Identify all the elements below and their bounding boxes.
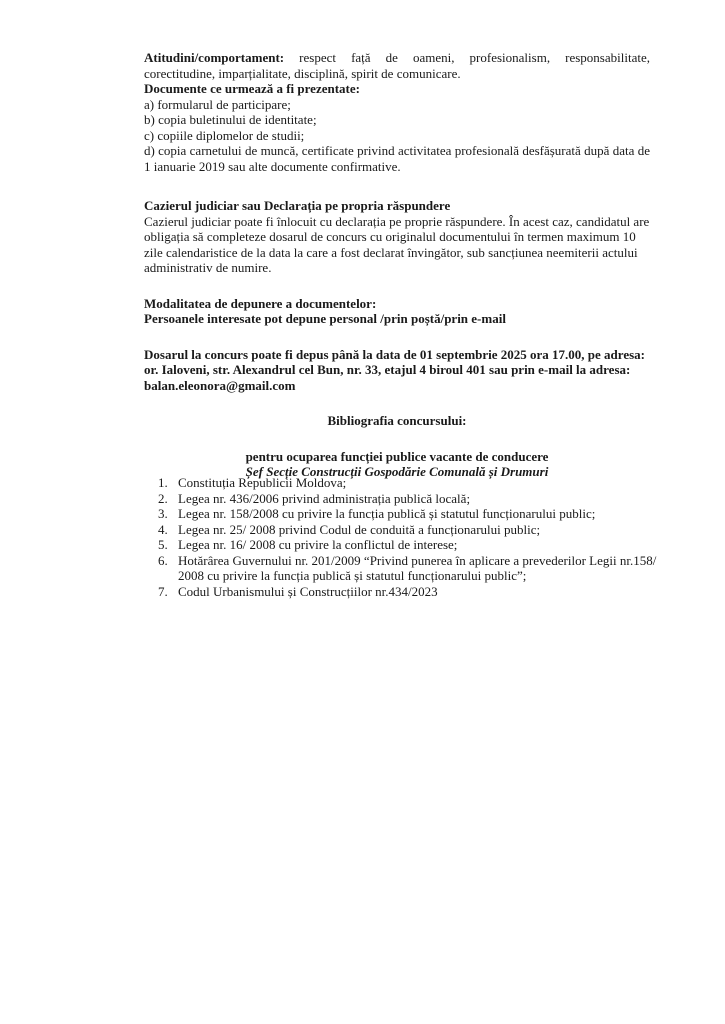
list-item: 5. Legea nr. 16/ 2008 cu privire la conflictul de interese; [158, 537, 458, 552]
document-item-c: c) copiile diplomelor de studii; [144, 127, 305, 143]
bibliography-list [158, 475, 658, 599]
attitudes-label: Atitudini/comportament: [144, 50, 285, 65]
document-item-a: a) formularul de participare; [144, 96, 291, 112]
attitudes-paragraph [144, 50, 650, 81]
list-item: 2. Legea nr. 436/2006 privind administrația publică locală; [158, 490, 471, 506]
attitudes-text: respect față de oameni, profesionalism, responsabilitate, corectitudine, imparțialitate, disciplină, spirit de comunicare. [144, 50, 650, 81]
submission-text: Persoanele interesate pot depune personal /prin poștă/prin e-mail [144, 311, 506, 326]
document-body [144, 50, 650, 480]
bibliography-position: Șef Secție Construcții Gospodărie Comunală și Drumuri [245, 464, 549, 479]
list-item: 4. Legea nr. 25/ 2008 privind Codul de conduită a funcționarului public; [158, 521, 541, 537]
submission-heading: Modalitatea de depunere a documentelor: [144, 295, 377, 311]
criminal-record-text: Cazierul judiciar poate fi înlocuit cu declarația pe proprie răspundere. În acest caz, candidatul are obligația să completeze dosarul de concurs cu originalul documentului în termen maximum 10 zile calendaristice de la data la care a fost declarat învingător, sub sancțiunea neemiterii actului administrativ de numire. [144, 213, 650, 275]
bibliography-title: Bibliografia concursului: [327, 413, 467, 428]
list-item: 1. Constituția Republicii Moldova; [158, 475, 347, 490]
list-item: 3. Legea nr. 158/2008 cu privire la funcția publică și statutul funcționarului public; [158, 506, 596, 521]
documents-heading: Documente ce urmează a fi prezentate: [144, 81, 360, 96]
bibliography-subtitle: pentru ocuparea funcției publice vacante de conducere [245, 448, 549, 464]
document-item-b: b) copia buletinului de identitate; [144, 112, 317, 127]
list-item: 7. Codul Urbanismului și Construcțiilor nr.434/2023 [158, 583, 438, 599]
deadline-paragraph: Dosarul la concurs poate fi depus până la data de 01 septembrie 2025 ora 17.00, pe adresa: or. Ialoveni, str. Alexandrul cel Bun, nr. 33, etajul 4 biroul 401 sau prin e-mail la adresa: balan.eleonora@gmail.com [144, 346, 645, 393]
list-item: 6. Hotărârea Guvernului nr. 201/2009 “Privind punerea în aplicare a prevederilor Legii nr.158/ 2008 cu privire la funcția publică și statutul funcționarului public”; [158, 552, 657, 583]
bibliography-list-wrap [158, 475, 658, 599]
criminal-record-heading: Cazierul judiciar sau Declarația pe propria răspundere [144, 198, 451, 213]
document-item-d: d) copia carnetului de muncă, certificate privind activitatea profesională desfășurată după data de 1 ianuarie 2019 sau alte documente confirmative. [144, 143, 650, 174]
